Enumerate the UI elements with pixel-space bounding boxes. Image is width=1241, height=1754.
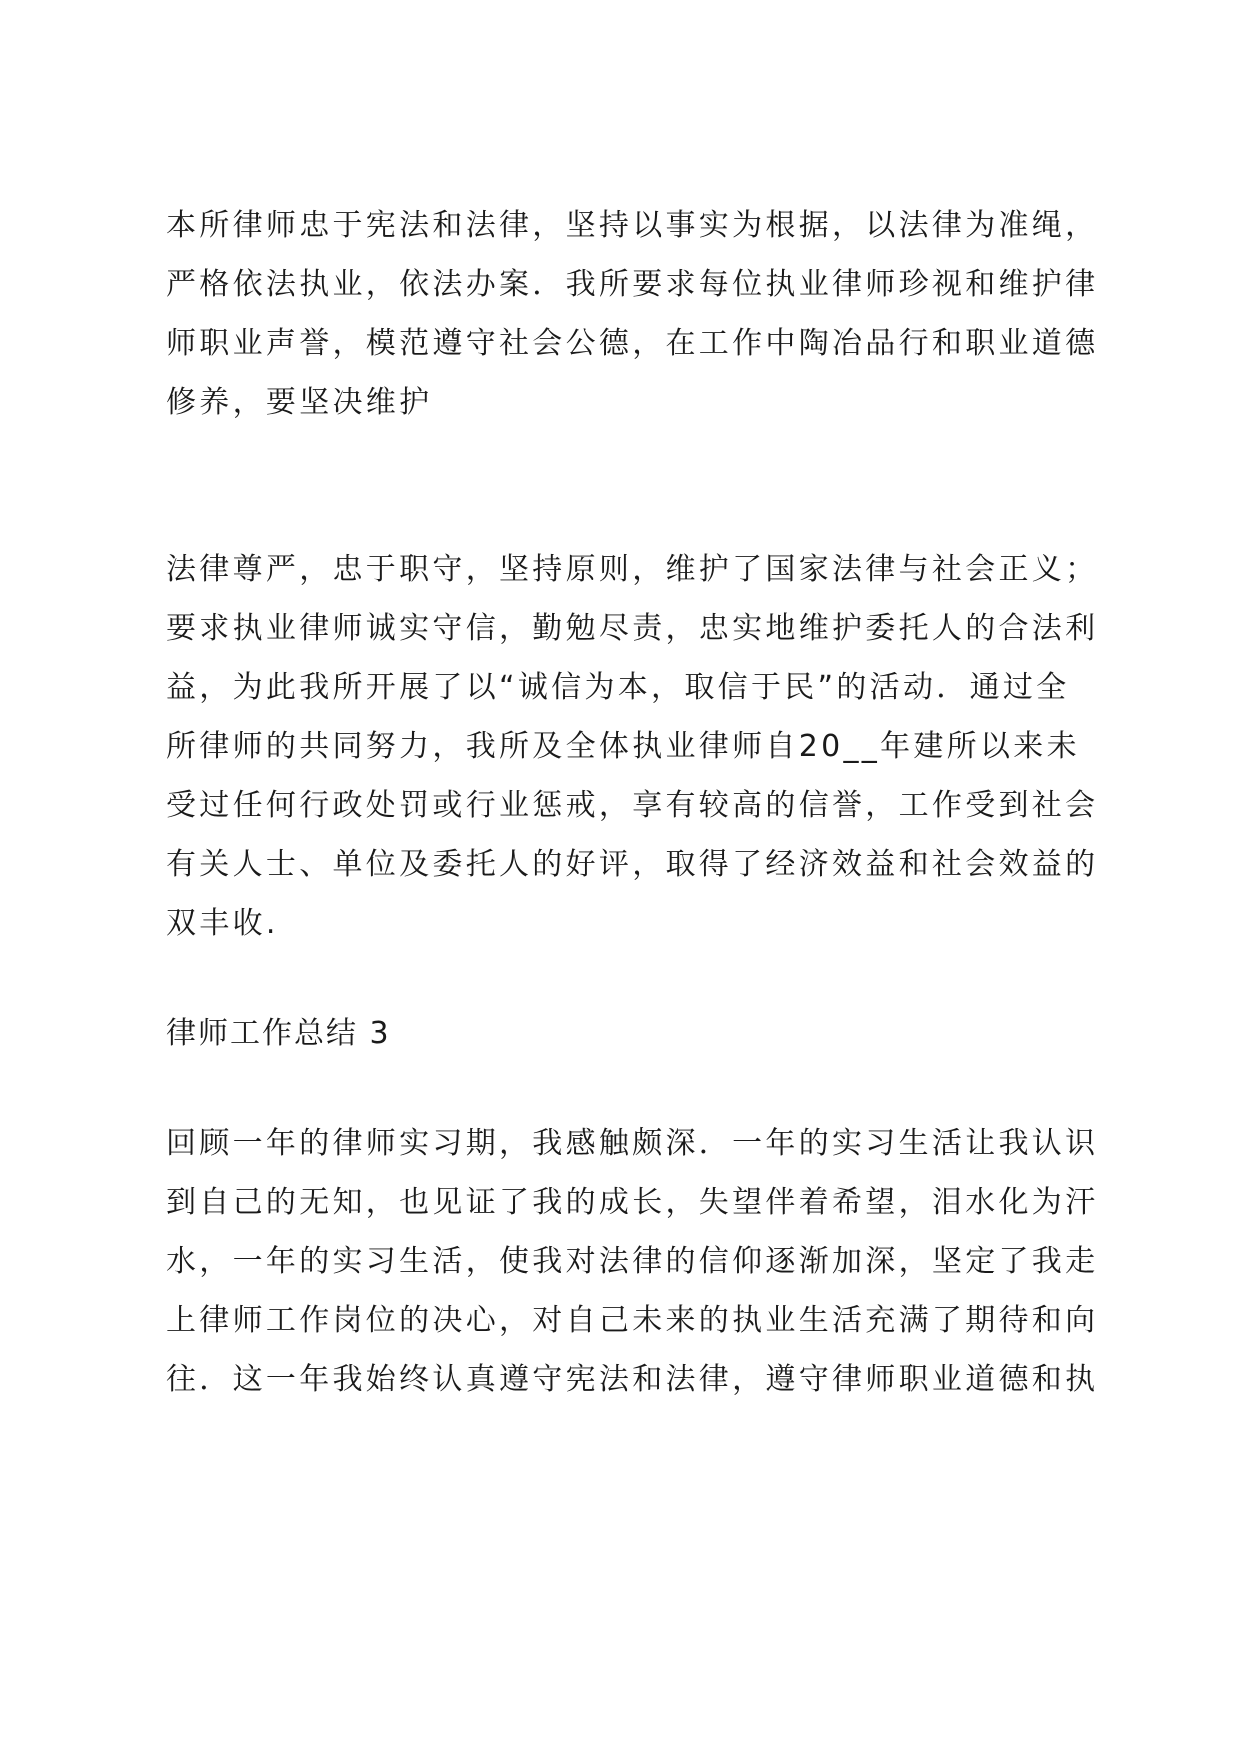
section-heading: 律师工作总结 3 [166,1016,391,1051]
text-line: 受过任何行政处罚或行业惩戒，享有较高的信誉，工作受到社会 [166,788,1099,823]
text-line: 修养，要坚决维护 [166,385,433,420]
text-line: 双丰收. [166,906,279,941]
text-line: 有关人士、单位及委托人的好评，取得了经济效益和社会效益的 [166,847,1099,882]
text-line: 益，为此我所开展了以“诚信为本，取信于民”的活动．通过全 [166,670,1070,705]
text-line: 水，一年的实习生活，使我对法律的信仰逐渐加深，坚定了我走 [166,1244,1099,1279]
text-line: 到自己的无知，也见证了我的成长，失望伴着希望，泪水化为汗 [166,1185,1099,1220]
text-line: 严格依法执业，依法办案．我所要求每位执业律师珍视和维护律 [166,267,1099,302]
text-line: 所律师的共同努力，我所及全体执业律师自20__年建所以来未 [166,729,1080,764]
text-line: 师职业声誉，模范遵守社会公德，在工作中陶冶品行和职业道德 [166,326,1099,361]
text-line: 上律师工作岗位的决心，对自己未来的执业生活充满了期待和向 [166,1303,1099,1338]
text-line: 往．这一年我始终认真遵守宪法和法律，遵守律师职业道德和执 [166,1362,1099,1397]
text-line: 本所律师忠于宪法和法律，坚持以事实为根据，以法律为准绳， [166,208,1099,243]
text-line: 回顾一年的律师实习期，我感触颇深．一年的实习生活让我认识 [166,1126,1099,1161]
text-line: 要求执业律师诚实守信，勤勉尽责，忠实地维护委托人的合法利 [166,611,1099,646]
text-line: 法律尊严，忠于职守，坚持原则，维护了国家法律与社会正义； [166,552,1099,587]
